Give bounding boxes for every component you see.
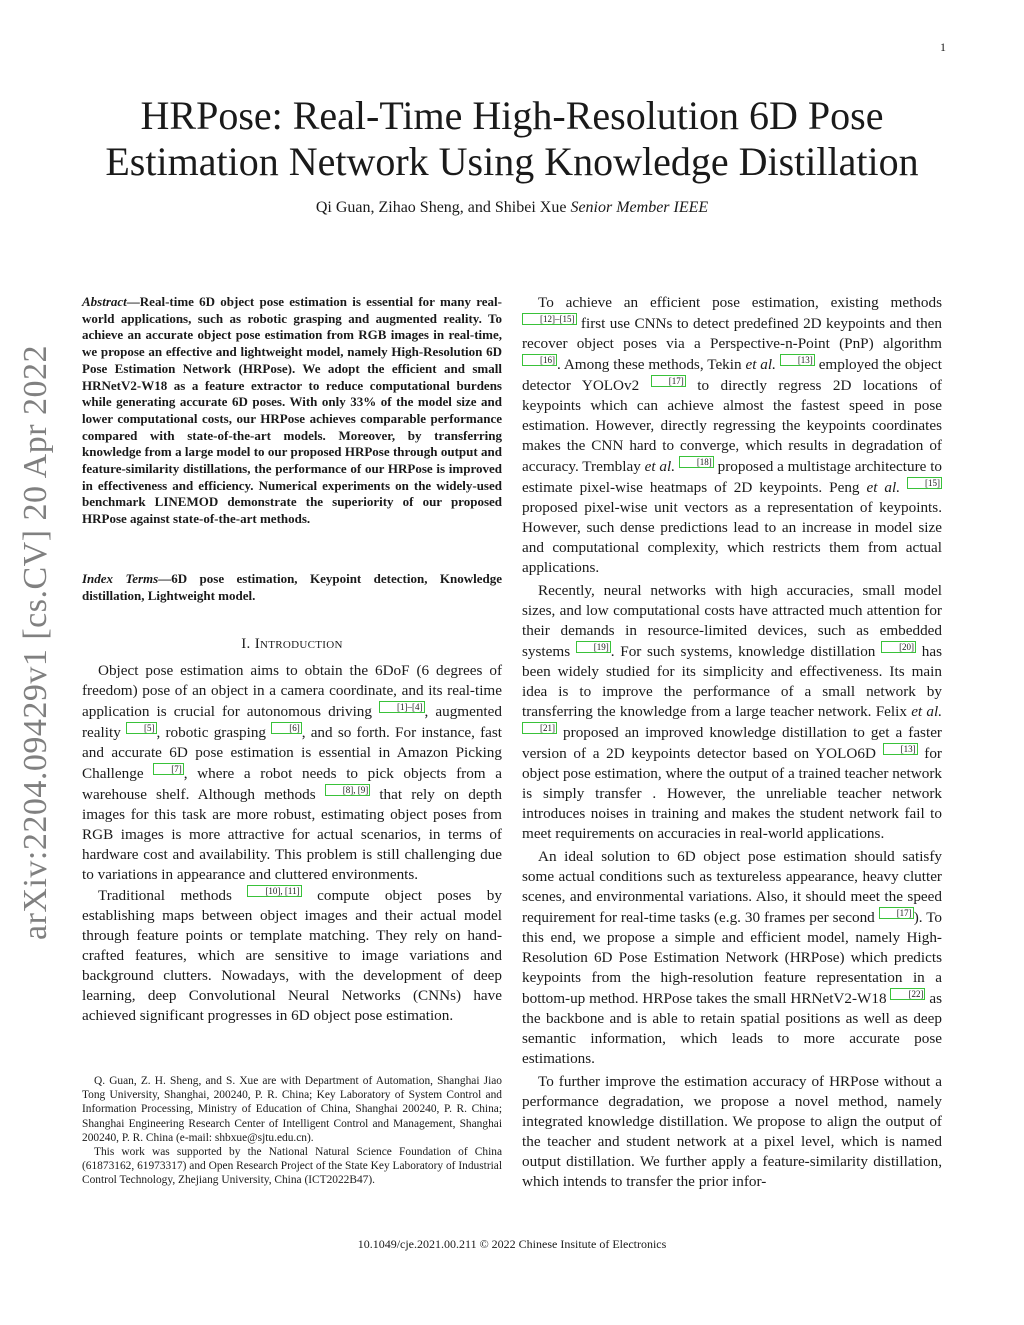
citation-link[interactable]: [21] [522, 722, 557, 734]
paragraph [82, 885, 502, 1026]
paragraph-text: that rely on depth images for this task are more robust, estimating object poses from RGB images is more attractive for actual scenarios, in terms of hardware cost and availability. This problem is still challenging due to variations in appearance and cluttered environments. [82, 786, 502, 883]
paragraph-text: An ideal solution to 6D object pose estimation should satisfy some actual conditions such as textureless appearance, heavy clutter scenes, and environmental variations. Also, it should meet the speed requirement for real-time tasks (e.g. 30 frames per second [522, 848, 942, 926]
arxiv-identifier: arXiv:2204.09429v1 [cs.CV] 20 Apr 2022 [17, 344, 54, 940]
paragraph [522, 293, 942, 578]
section-title: Introduction [254, 636, 343, 652]
paragraph-text: Recently, neural networks with high accuracies, small model sizes, and low computational costs have attracted much attention for their demands in resource-limited devices, such as embedded systems [522, 582, 942, 660]
citation-link[interactable]: [13] [883, 743, 918, 755]
intro-column [82, 661, 502, 1026]
paragraph-text: proposed pixel-wise unit vectors as a representation of keypoints. However, such dense predictions lead to an increase in model size and computational complexity, which restricts them from actual applications. [522, 499, 942, 576]
paragraph-text: , augmented reality [82, 703, 502, 741]
paragraph-text: To further improve the estimation accuracy of HRPose without a performance degradation, we propose a novel method, namely integrated knowledge distillation. We propose to align the output of the teacher and student network at a pixel level, which is named output distillation. We further apply a feature-similarity distillation, which intends to transfer the prior infor- [522, 1073, 942, 1190]
et-al-text: et al. [745, 356, 776, 373]
paragraph-text: to directly regress 2D locations of keypoints which can achieve almost the fastest speed in pose estimation. However, directly regressing the keypoints coordinates makes the CNN hard to converge, which results in degradation of accuracy. Tremblay [522, 377, 942, 475]
footnote-affiliation: Q. Guan, Z. H. Sheng, and S. Xue are with Department of Automation, Shanghai Jiao Tong University, Shanghai, 200240, P. R. China; Key Laboratory of System Control and Information Processing, Ministry of Education of China, Shanghai 200240, P. R. China; Shanghai Engineering Research Center of Intelligent Control and Management, Shanghai 200240, P. R. China (e-mail: shbxue@sjtu.edu.cn). [82, 1075, 502, 1144]
citation-link[interactable]: [20] [881, 641, 916, 653]
footnotes [82, 1074, 502, 1188]
citation-link[interactable]: [12]–[15] [522, 313, 577, 325]
paragraph-text: Traditional methods [98, 887, 248, 904]
paragraph-text: employed the object detector YOLOv2 [522, 356, 942, 394]
paragraph-text: proposed a multistage architecture to estimate pixel-wise heatmaps of 2D keypoints. Peng [522, 458, 943, 496]
paragraph-text: . Among these methods, Tekin [557, 356, 746, 373]
et-al-text: et al. [911, 703, 943, 720]
citation-link[interactable]: [7] [153, 763, 184, 775]
paragraph-text: . For such systems, knowledge distillation [610, 643, 882, 660]
et-al-text: et al. [866, 479, 901, 496]
paper-title: HRPose: Real-Time High-Resolution 6D Pose Estimation Network Using Knowledge Distillation [105, 93, 919, 184]
paragraph-text: , where a robot needs to pick objects from a warehouse shelf. Although methods [82, 765, 502, 803]
page-number: 1 [940, 40, 946, 54]
paragraph-text [900, 479, 907, 496]
paragraph-text: for object pose estimation, where the output of a trained teacher network is simply transfer . However, the unreliable teacher network introduces noises in training and makes the student network fail to meet requirements on accuracies in real-world applications. [522, 745, 942, 842]
paragraph-text: To achieve an efficient pose estimation, existing methods [538, 294, 942, 311]
section-heading [82, 636, 502, 653]
citation-link[interactable]: [10], [11] [247, 885, 301, 897]
citation-link[interactable]: [22] [890, 988, 925, 1000]
citation-link[interactable]: [15] [907, 477, 942, 489]
abstract-label: Abstract [82, 294, 127, 309]
paragraph-text: , and so forth. For instance, fast and accurate 6D pose estimation is essential in Amazon Picking Challenge [82, 724, 502, 782]
author-membership: Senior Member IEEE [570, 199, 709, 216]
footnote-funding: This work was supported by the National Natural Science Foundation of China (61873162, 61973317) and Open Research Project of the State Key Laboratory of Industrial Control Technology, Zhejiang University, China (ICT2022B47). [82, 1146, 502, 1187]
index-terms-label: Index Terms [82, 571, 159, 586]
paragraph-text: , robotic grasping [156, 724, 272, 741]
index-terms [82, 571, 502, 604]
paragraph [522, 581, 942, 844]
right-column [522, 293, 942, 1195]
abstract-text: —Real-time 6D object pose estimation is essential for many real-world applications, such as robotic grasping and augmented reality. To achieve an accurate object pose estimation from RGB images in real-time, we propose an effective and lightweight model, namely High-Resolution 6D Pose Estimation Network (HRPose). We adopt the efficient and small HRNetV2-W18 as a feature extractor to reduce computational burdens while generating accurate 6D poses. With only 33% of the model size and lower computational costs, our HRPose achieves comparable performance compared with state-of-the-art models. Moreover, by transferring knowledge from a large model to our proposed HRPose through output and feature-similarity distillations, the performance of our HRPose is improved in effectiveness and efficiency. Numerical experiments on the widely-used benchmark LINEMOD demonstrate the superiority of our proposed HRPose against state-of-the-art methods. [82, 294, 502, 527]
citation-link[interactable]: [1]–[4] [379, 701, 425, 713]
paragraph [82, 661, 502, 885]
paragraph-text: first use CNNs to detect predefined 2D keypoints and then recover object poses via a Perspective-n-Point (PnP) algorithm [522, 315, 942, 352]
abstract [82, 294, 502, 528]
citation-link[interactable]: [19] [576, 641, 611, 653]
paragraph-text: as the backbone and is able to retain spatial positions as well as deep semantic information, which leads to more accurate pose estimations. [522, 990, 942, 1067]
index-terms-text: —6D pose estimation, Keypoint detection, Knowledge distillation, Lightweight model. [82, 571, 502, 603]
paragraph [522, 1072, 942, 1192]
citation-link[interactable]: [17] [651, 375, 686, 387]
et-al-text: et al. [644, 458, 675, 475]
citation-link[interactable]: [6] [271, 722, 302, 734]
citation-link[interactable]: [13] [780, 354, 815, 366]
citation-link[interactable]: [5] [126, 722, 157, 734]
section-number: I. [241, 636, 251, 652]
paragraph-text: Object pose estimation aims to obtain the 6DoF (6 degrees of freedom) pose of an object in a camera coordinate, and its real-time application is crucial for autonomous driving [82, 662, 502, 720]
paragraph-text: has been widely studied for its simplicity and effectiveness. Its main idea is to improve the performance of a small network by transferring the knowledge from a large teacher network. Felix [522, 643, 942, 720]
page-footer: 10.1049/cje.2021.00.211 © 2022 Chinese Insitute of Electronics [357, 1237, 667, 1251]
citation-link[interactable]: [18] [679, 456, 714, 468]
paragraph-text: ). To this end, we propose a simple and efficient model, namely High-Resolution 6D Pose Estimation Network (HRPose) which predicts keypoints from the high-resolution feature representation in a bottom-up method. HRPose takes the small HRNetV2-W18 [522, 909, 943, 1007]
citation-link[interactable]: [8], [9] [325, 784, 371, 796]
paragraph-text: compute object poses by establishing maps between object images and their actual model through feature points or template matching. They rely on hand-crafted features, which are sensitive to image variations and background clutters. Nowadays, with the development of deep learning, deep Convolutional Neural Networks (CNNs) have achieved significant progresses in 6D object pose estimation. [82, 887, 502, 1024]
citation-link[interactable]: [16] [522, 354, 557, 366]
authors [60, 199, 964, 217]
paragraph-text: proposed an improved knowledge distillation to get a faster version of a 2D keypoints detector based on YOLO6D [522, 724, 942, 762]
citation-link[interactable]: [17] [879, 907, 914, 919]
author-names: Qi Guan, Zihao Sheng, and Shibei Xue [315, 199, 567, 216]
paragraph [522, 847, 942, 1069]
